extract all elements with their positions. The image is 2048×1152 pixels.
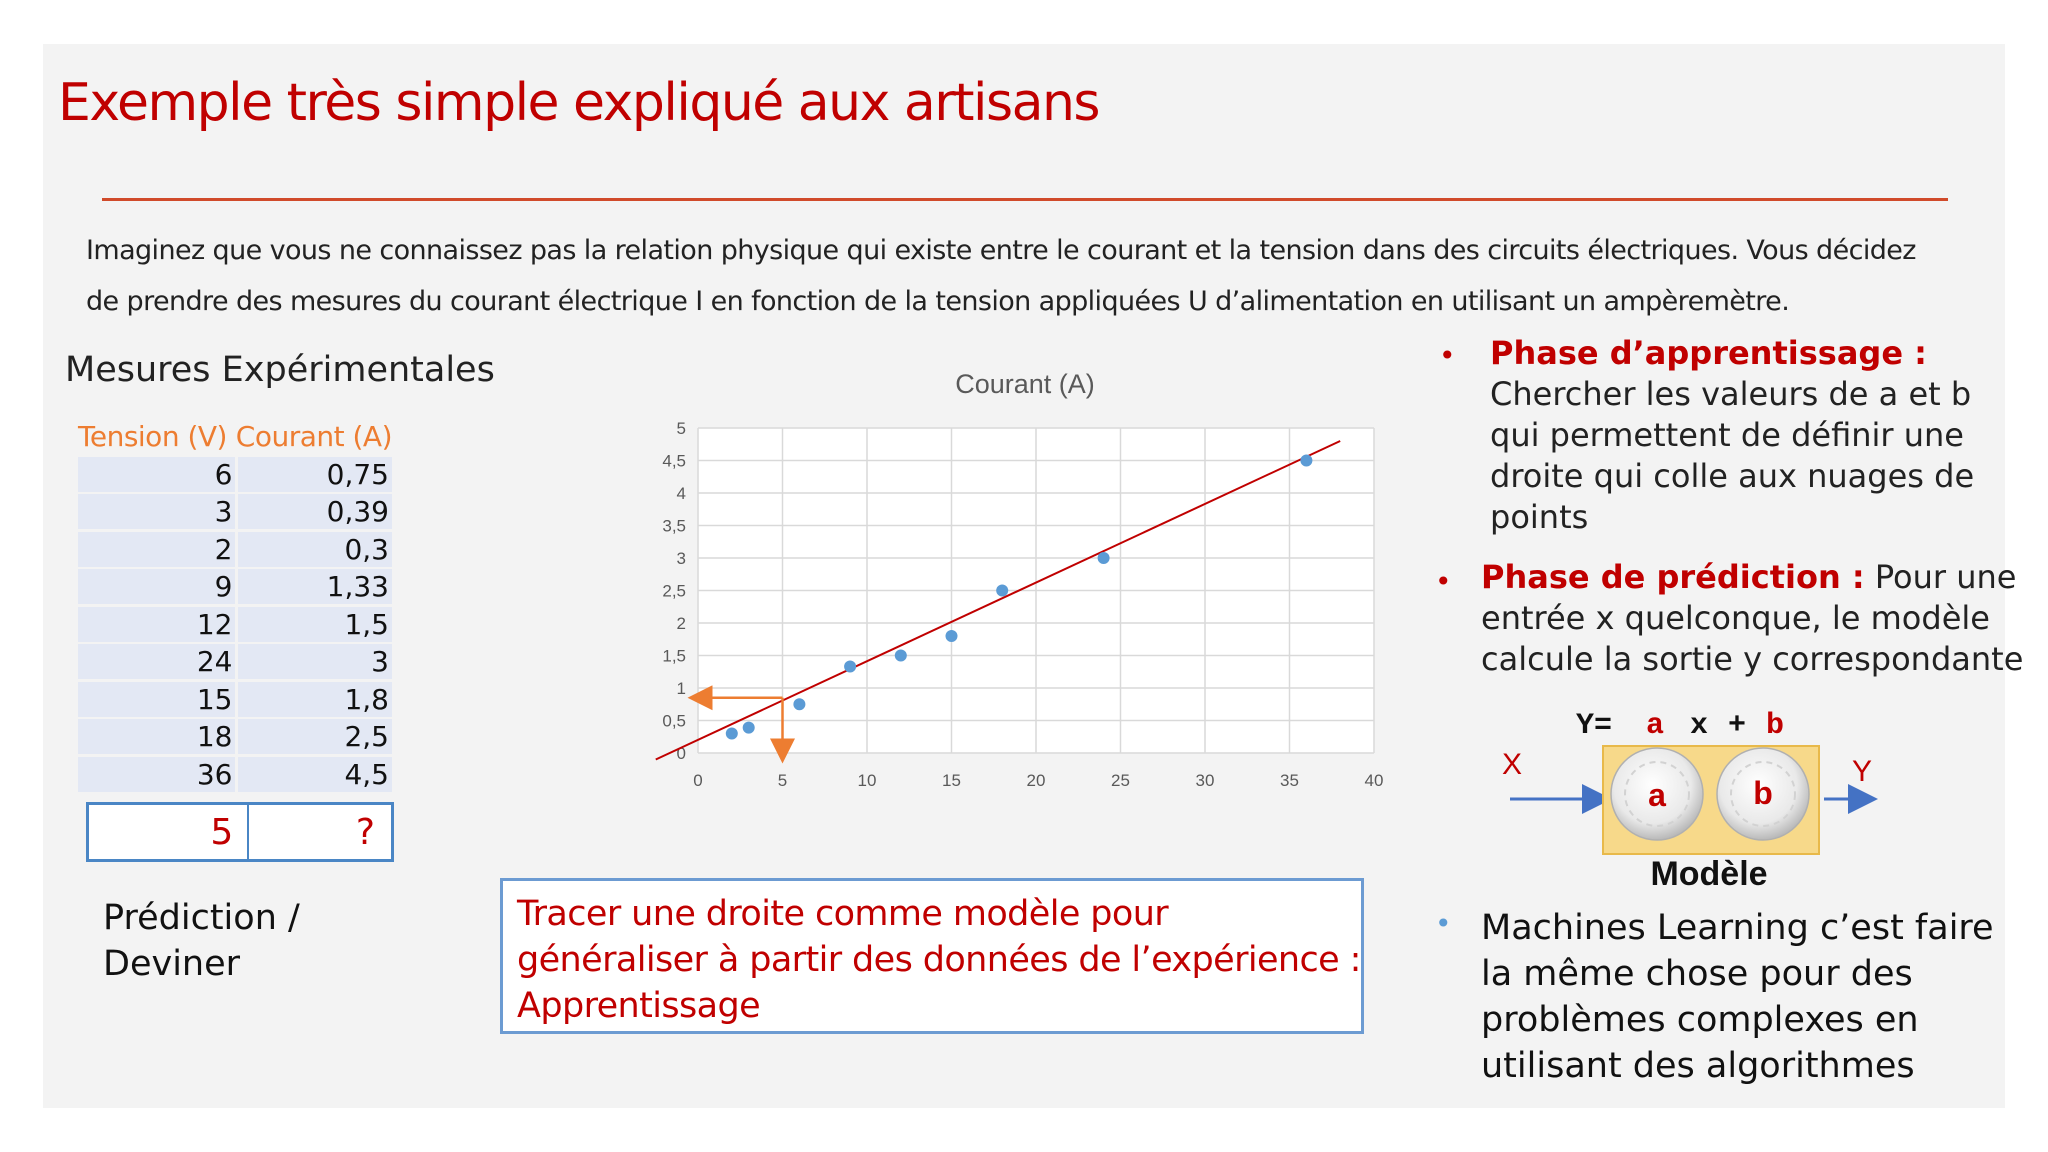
measurements-title: Mesures Expérimentales — [65, 350, 495, 390]
prediction-phase-line: calcule la sortie y correspondante — [1481, 640, 2024, 678]
y-tick-label: 1 — [676, 679, 686, 698]
table-row — [78, 494, 392, 529]
cell-courant: 3 — [235, 644, 392, 679]
x-tick-label: 15 — [942, 771, 961, 790]
bullet-prediction-phase — [1435, 557, 2025, 680]
cell-tension: 36 — [196, 757, 233, 791]
prediction-phase-line: Pour une — [1874, 558, 2017, 596]
equation-y: Y= — [1576, 709, 1613, 743]
cell-tension: 24 — [196, 645, 233, 678]
x-tick-label: 20 — [1026, 771, 1046, 790]
table-row — [78, 757, 392, 792]
equation-plus: + — [1728, 709, 1747, 743]
cell-courant: 0,75 — [235, 457, 392, 492]
y-tick-label: 4 — [676, 484, 686, 503]
data-point — [895, 650, 907, 662]
learning-phase-line: qui permettent de définir une — [1490, 416, 1964, 454]
ml-line: Machines Learning c’est faire — [1481, 908, 1994, 948]
prediction-label-line: Deviner — [103, 944, 241, 984]
ml-line: utilisant des algorithmes — [1481, 1046, 1915, 1086]
callout-line: généraliser à partir des données de l’expérience : — [517, 940, 1361, 980]
chart-title: Courant (A) — [955, 369, 1095, 399]
bullet-dot: • — [1439, 339, 1456, 372]
y-tick-label: 2 — [676, 614, 686, 633]
table-row — [78, 607, 392, 642]
table-row — [78, 569, 392, 604]
data-point — [1098, 552, 1110, 564]
x-tick-label: 25 — [1111, 771, 1130, 790]
x-tick-label: 0 — [693, 771, 703, 790]
table-row — [78, 457, 392, 492]
measurements-table — [78, 420, 392, 792]
y-tick-label: 2,5 — [662, 581, 686, 601]
scatter-chart — [620, 350, 1400, 810]
y-tick-label: 1,5 — [662, 646, 686, 666]
bullet-dot: • — [1435, 565, 1452, 598]
y-tick-label: 4,5 — [662, 451, 686, 471]
cell-tension: 15 — [196, 682, 233, 716]
data-point — [844, 661, 856, 673]
data-point — [743, 722, 755, 734]
cell-tension: 18 — [196, 720, 233, 753]
intro-paragraph — [86, 225, 1966, 327]
table-row — [78, 644, 392, 679]
cell-tension: 2 — [214, 532, 233, 566]
y-tick-label: 3 — [676, 549, 686, 568]
x-tick-label: 30 — [1195, 771, 1215, 790]
ml-line: problèmes complexes en — [1481, 1000, 1919, 1040]
prediction-phase-line: entrée x quelconque, le modèle — [1481, 599, 1990, 637]
title-divider — [102, 198, 1948, 201]
intro-line: de prendre des mesures du courant électrique I en fonction de la tension appliquées U d’alimentation en utilisant un ampèremètre. — [86, 286, 1790, 317]
prediction-label — [103, 895, 300, 987]
data-point — [726, 728, 738, 740]
data-point — [946, 630, 958, 642]
callout-line: Apprentissage — [517, 986, 761, 1026]
model-diagram — [1500, 700, 1890, 900]
slide-title: Exemple très simple expliqué aux artisans — [58, 73, 1100, 133]
bullet-learning-phase — [1435, 333, 1995, 538]
x-tick-label: 35 — [1280, 771, 1299, 790]
table-row — [78, 532, 392, 567]
y-tick-label: 0 — [676, 744, 686, 763]
knob-a-label: a — [1648, 777, 1666, 813]
x-tick-label: 10 — [857, 771, 877, 790]
y-tick-label: 3,5 — [662, 516, 686, 536]
prediction-phase-heading: Phase de prédiction : — [1481, 558, 1865, 596]
prediction-input-value: 5 — [89, 805, 249, 859]
intro-line: Imaginez que vous ne connaissez pas la relation physique qui existe entre le courant et la tension dans des circuits électriques. Vous décidez — [86, 235, 1916, 266]
prediction-label-line: Prédiction / — [103, 898, 300, 938]
learning-phase-line: Chercher les valeurs de a et b — [1490, 375, 1972, 413]
ml-line: la même chose pour des — [1481, 954, 1913, 994]
prediction-row — [86, 802, 394, 862]
data-point — [793, 698, 805, 710]
prediction-output-value: ? — [355, 812, 375, 853]
cell-tension: 6 — [214, 457, 233, 491]
column-header-tension: Tension (V) — [78, 420, 227, 453]
cell-courant: 0,3 — [235, 532, 392, 567]
cell-courant: 1,8 — [235, 682, 392, 717]
y-tick-label: 0,5 — [662, 711, 686, 731]
column-header-courant: Courant (A) — [235, 420, 392, 453]
output-label: Y — [1852, 755, 1873, 788]
input-label: X — [1502, 748, 1523, 781]
cell-courant: 4,5 — [235, 757, 392, 792]
equation-a: a — [1646, 709, 1665, 743]
learning-callout — [500, 878, 1364, 1034]
bullet-dot: • — [1435, 907, 1452, 940]
callout-line: Tracer une droite comme modèle pour — [517, 894, 1169, 934]
cell-tension: 12 — [196, 607, 233, 641]
y-tick-label: 5 — [676, 419, 686, 438]
bullet-machine-learning — [1435, 905, 2015, 1089]
cell-courant: 1,33 — [235, 569, 392, 604]
learning-phase-heading: Phase d’apprentissage : — [1490, 334, 1927, 372]
x-tick-label: 40 — [1364, 771, 1384, 790]
equation-x: x — [1690, 709, 1709, 743]
learning-phase-line: points — [1490, 498, 1589, 536]
x-tick-label: 5 — [777, 771, 788, 790]
data-point — [996, 585, 1008, 597]
cell-courant: 0,39 — [235, 494, 392, 529]
model-label: Modèle — [1650, 855, 1768, 893]
table-row — [78, 682, 392, 717]
learning-phase-line: droite qui colle aux nuages de — [1490, 457, 1975, 495]
data-point — [1300, 455, 1312, 467]
equation-b: b — [1766, 709, 1785, 743]
table-row — [78, 719, 392, 754]
table-header — [78, 420, 392, 454]
cell-courant: 2,5 — [235, 719, 392, 754]
knob-b-label: b — [1753, 775, 1773, 811]
cell-tension: 3 — [214, 495, 233, 528]
cell-courant: 1,5 — [235, 607, 392, 642]
cell-tension: 9 — [214, 570, 233, 603]
